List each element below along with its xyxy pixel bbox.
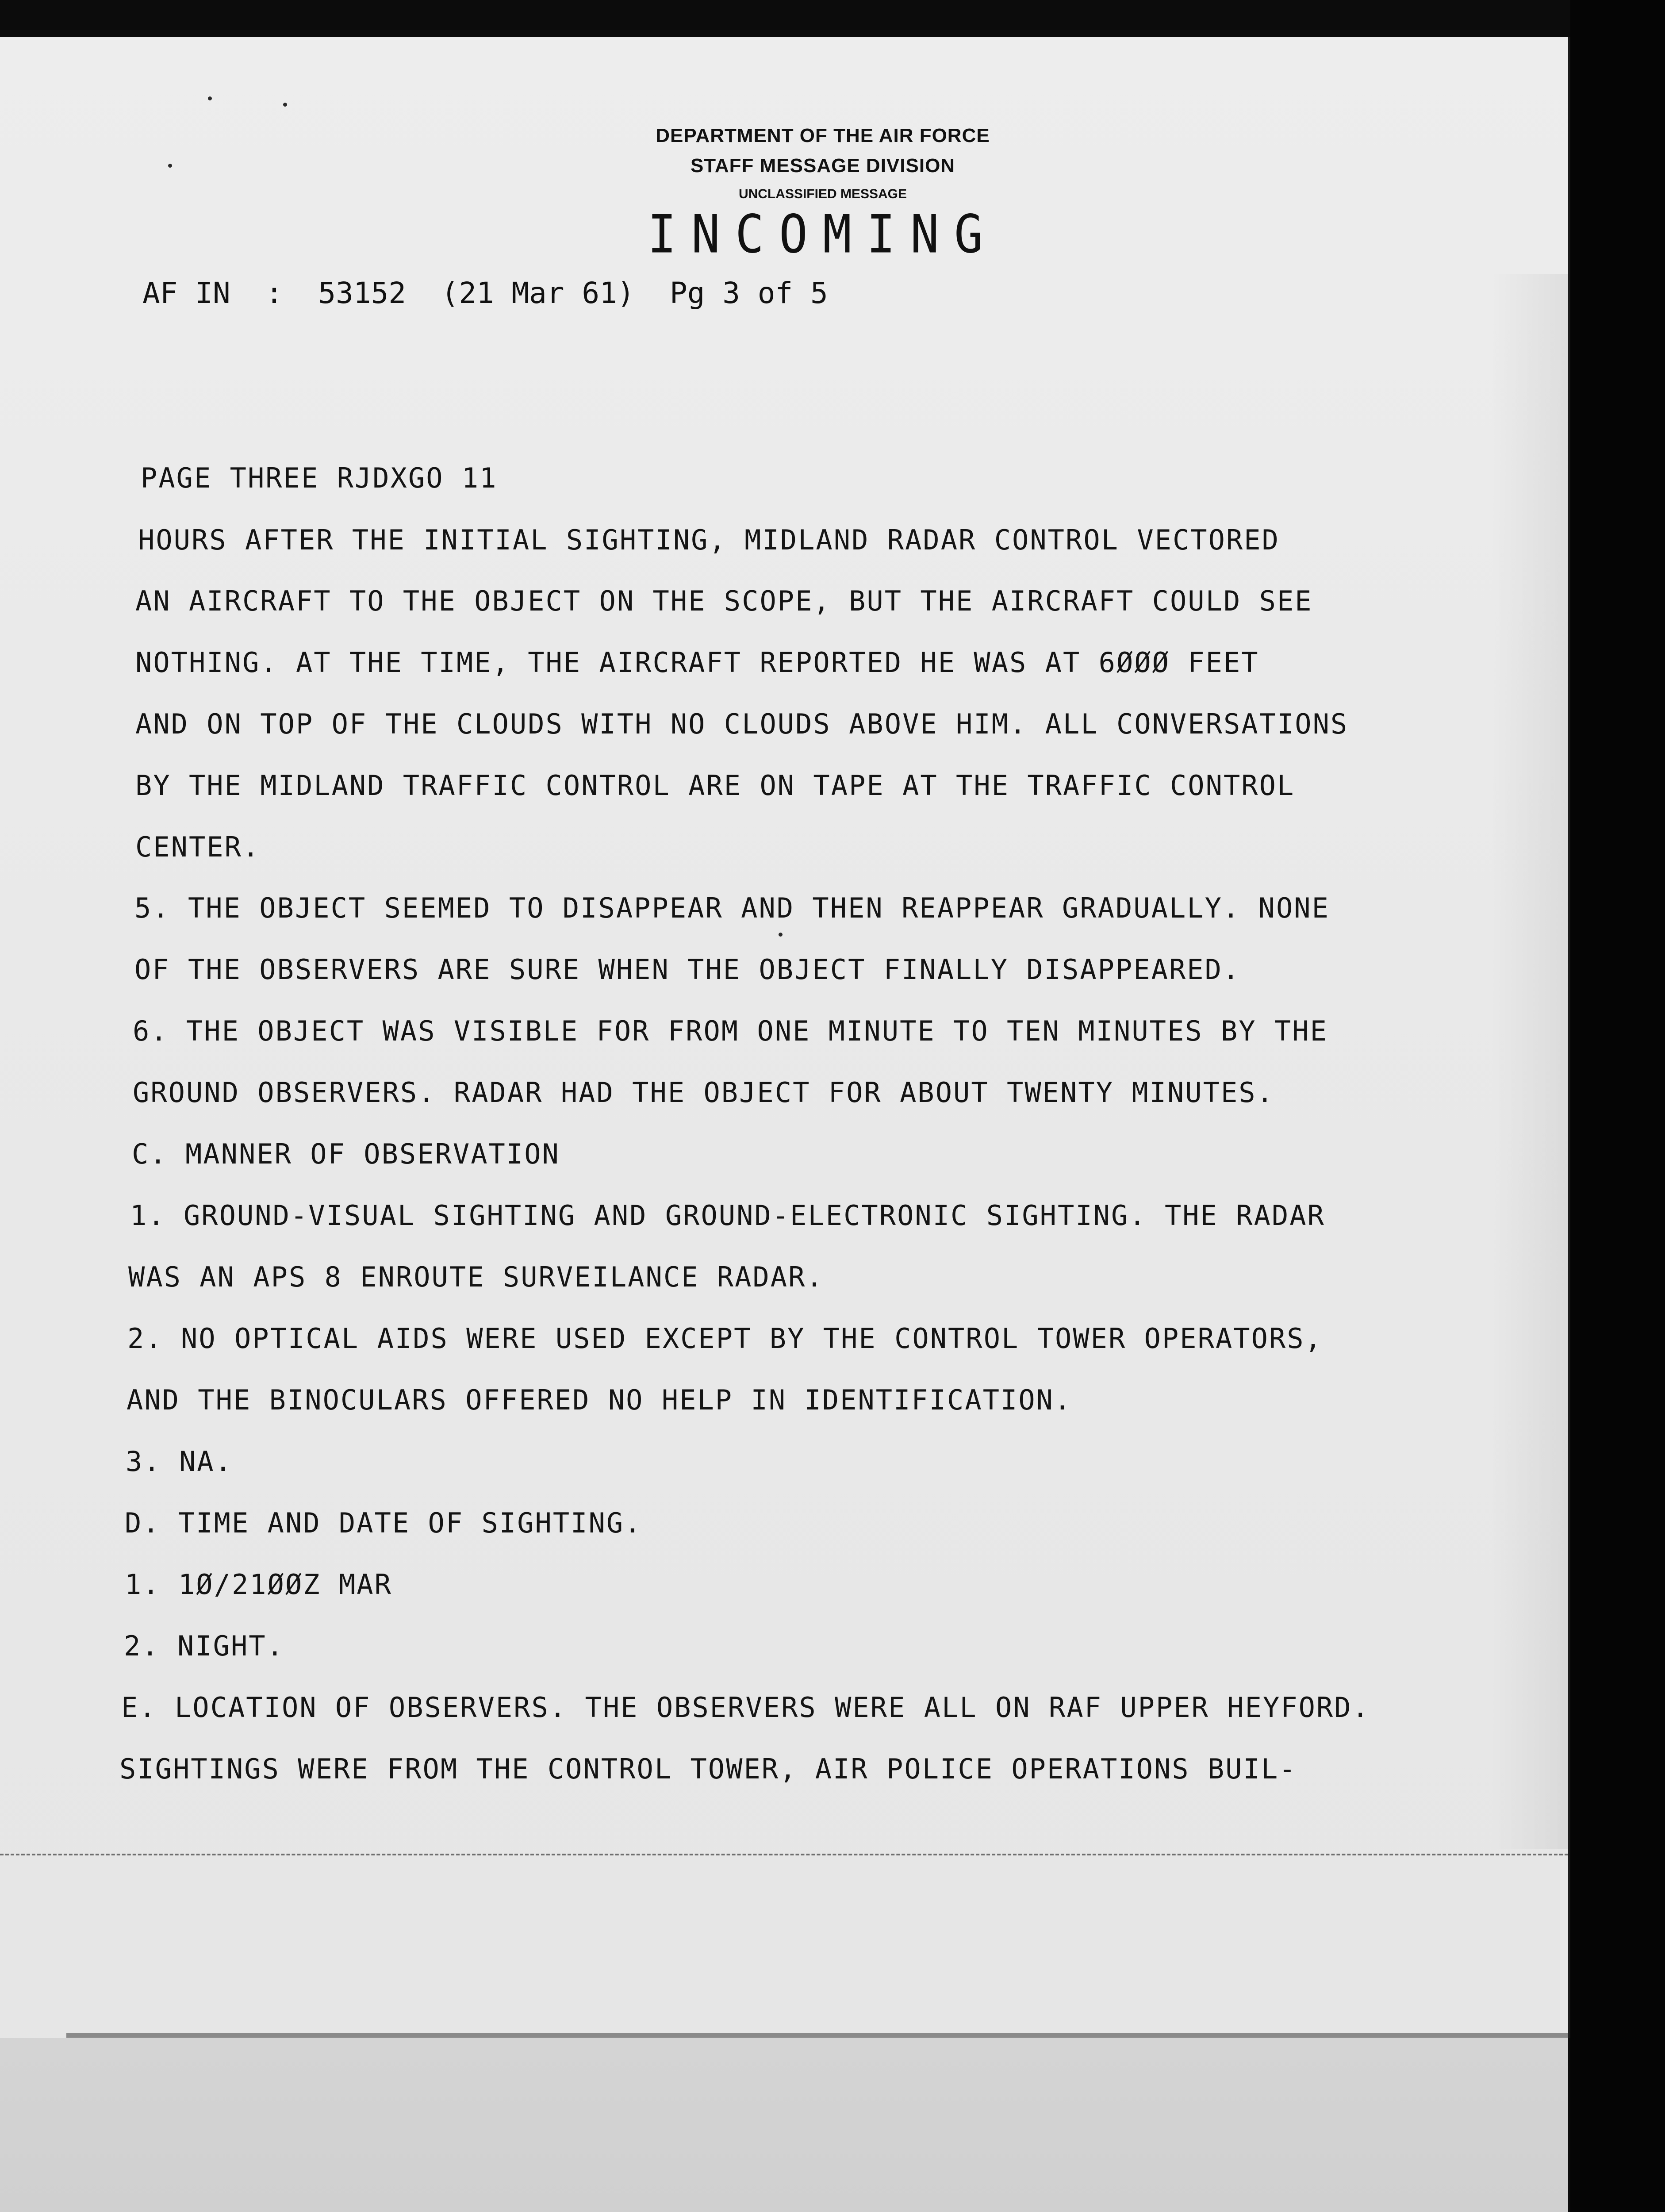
dust-speck bbox=[168, 164, 172, 168]
body-line: AND THE BINOCULARS OFFERED NO HELP IN IDENTIFICATION. bbox=[127, 1384, 1072, 1416]
dust-speck bbox=[283, 103, 287, 107]
perforation-line bbox=[0, 1854, 1568, 1855]
dust-speck bbox=[779, 933, 783, 937]
body-line: OF THE OBSERVERS ARE SURE WHEN THE OBJECT FINALLY DISAPPEARED. bbox=[134, 953, 1241, 986]
body-line: AN AIRCRAFT TO THE OBJECT ON THE SCOPE, BUT THE AIRCRAFT COULD SEE bbox=[135, 585, 1313, 617]
department-heading: DEPARTMENT OF THE AIR FORCE bbox=[656, 125, 990, 146]
page-edge-shadow bbox=[66, 2033, 1568, 2038]
body-line: CENTER. bbox=[135, 831, 261, 863]
body-line: 3. NA. bbox=[126, 1445, 233, 1478]
body-line: 2. NIGHT. bbox=[124, 1630, 284, 1662]
division-heading: STAFF MESSAGE DIVISION bbox=[690, 155, 955, 177]
bleed-through-shadow bbox=[1491, 274, 1568, 1849]
body-line: HOURS AFTER THE INITIAL SIGHTING, MIDLAND RADAR CONTROL VECTORED bbox=[138, 524, 1280, 556]
body-line: 6. THE OBJECT WAS VISIBLE FOR FROM ONE MINUTE TO TEN MINUTES BY THE bbox=[133, 1015, 1328, 1047]
body-line: AND ON TOP OF THE CLOUDS WITH NO CLOUDS ABOVE HIM. ALL CONVERSATIONS bbox=[135, 708, 1349, 740]
body-line: 1. GROUND-VISUAL SIGHTING AND GROUND-ELECTRONIC SIGHTING. THE RADAR bbox=[130, 1199, 1325, 1232]
body-line: BY THE MIDLAND TRAFFIC CONTROL ARE ON TAPE AT THE TRAFFIC CONTROL bbox=[135, 769, 1295, 802]
page-lower-margin bbox=[0, 2038, 1568, 2212]
body-line: GROUND OBSERVERS. RADAR HAD THE OBJECT FOR ABOUT TWENTY MINUTES. bbox=[133, 1076, 1274, 1109]
body-line: C. MANNER OF OBSERVATION bbox=[132, 1138, 560, 1170]
body-line: WAS AN APS 8 ENROUTE SURVEILANCE RADAR. bbox=[128, 1261, 824, 1293]
body-line: NOTHING. AT THE TIME, THE AIRCRAFT REPORTED HE WAS AT 6ØØØ FEET bbox=[135, 646, 1259, 679]
dust-speck bbox=[208, 96, 212, 100]
body-line: PAGE THREE RJDXGO 11 bbox=[141, 462, 498, 494]
body-line: SIGHTINGS WERE FROM THE CONTROL TOWER, AIR POLICE OPERATIONS BUIL- bbox=[119, 1753, 1297, 1785]
body-line: 5. THE OBJECT SEEMED TO DISAPPEAR AND THEN REAPPEAR GRADUALLY. NONE bbox=[134, 892, 1330, 924]
body-line: E. LOCATION OF OBSERVERS. THE OBSERVERS WERE ALL ON RAF UPPER HEYFORD. bbox=[121, 1691, 1370, 1724]
classification-label: UNCLASSIFIED MESSAGE bbox=[738, 187, 907, 201]
message-reference: AF IN : 53152 (21 Mar 61) Pg 3 of 5 bbox=[142, 276, 828, 310]
body-line: 1. 1Ø/21ØØZ MAR bbox=[125, 1568, 392, 1601]
film-border bbox=[1570, 0, 1665, 2212]
body-line: D. TIME AND DATE OF SIGHTING. bbox=[125, 1507, 642, 1539]
body-line: 2. NO OPTICAL AIDS WERE USED EXCEPT BY THE CONTROL TOWER OPERATORS, bbox=[127, 1322, 1323, 1355]
message-direction-title: INCOMING bbox=[647, 204, 998, 265]
